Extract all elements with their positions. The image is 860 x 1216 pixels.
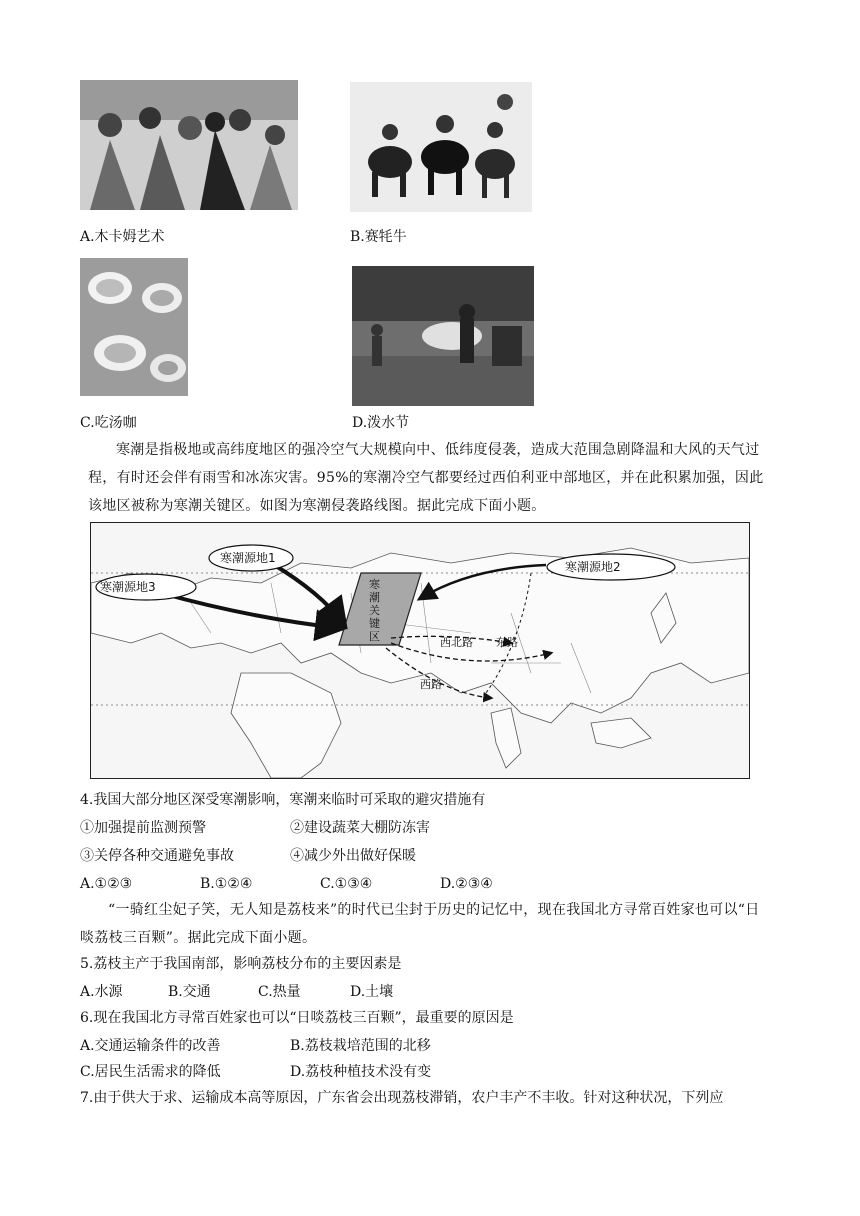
photo-yak-racing bbox=[350, 82, 532, 212]
q4-item4: ④减少外出做好保暖 bbox=[290, 848, 416, 864]
caption-b: B.赛牦牛 bbox=[350, 229, 407, 245]
photo-soup-cuisine bbox=[80, 258, 188, 396]
q6-option-c[interactable]: C.居民生活需求的降低 bbox=[80, 1064, 221, 1080]
q6-option-a[interactable]: A.交通运输条件的改善 bbox=[80, 1038, 221, 1054]
q5-option-d[interactable]: D.土壤 bbox=[350, 984, 394, 1000]
cold-wave-route-map bbox=[90, 522, 750, 779]
map-label-source2: 寒潮源地2 bbox=[565, 560, 621, 574]
q5-option-b[interactable]: B.交通 bbox=[168, 984, 211, 1000]
q4-option-d[interactable]: D.②③④ bbox=[440, 876, 493, 892]
q6-stem: 6.现在我国北方寻常百姓家也可以“日啖荔枝三百颗”，最重要的原因是 bbox=[80, 1010, 514, 1026]
q4-item3: ③关停各种交通避免事故 bbox=[80, 848, 234, 864]
map-label-northwest-route: 西北路 bbox=[440, 636, 473, 649]
q4-option-a[interactable]: A.①②③ bbox=[80, 876, 133, 892]
map-label-key-region: 寒潮关键区 bbox=[369, 578, 380, 643]
cold-wave-intro: 寒潮是指极地或高纬度地区的强冷空气大规模向中、低纬度侵袭，造成大范围急剧降温和大风的天气过程，有时还会伴有雨雪和冰冻灾害。95%的寒潮冷空气都要经过西伯利亚中部地区，并在此积累加强，因此该地区被称为寒潮关键区。如图为寒潮侵袭路线图。据此完成下面小题。 bbox=[88, 442, 764, 514]
caption-a: A.木卡姆艺术 bbox=[80, 229, 165, 245]
q4-option-b[interactable]: B.①②④ bbox=[200, 876, 253, 892]
q5-option-c[interactable]: C.热量 bbox=[258, 984, 301, 1000]
map-label-east-route: 东路 bbox=[496, 636, 518, 649]
photo-water-festival bbox=[352, 266, 534, 406]
map-label-west-route: 西路 bbox=[420, 678, 442, 691]
q6-option-d[interactable]: D.荔枝种植技术没有变 bbox=[290, 1064, 432, 1080]
q7-stem: 7.由于供大于求、运输成本高等原因，广东省会出现荔枝滞销，农户丰产不丰收。针对这种状况，下列应 bbox=[80, 1090, 724, 1106]
q4-option-c[interactable]: C.①③④ bbox=[320, 876, 373, 892]
map-label-source3: 寒潮源地3 bbox=[100, 580, 156, 594]
caption-d: D.泼水节 bbox=[352, 415, 410, 431]
q5-option-a[interactable]: A.水源 bbox=[80, 984, 123, 1000]
photo-muqam-art bbox=[80, 80, 298, 210]
caption-c: C.吃汤咖 bbox=[80, 415, 137, 431]
q4-stem: 4.我国大部分地区深受寒潮影响，寒潮来临时可采取的避灾措施有 bbox=[80, 792, 486, 808]
map-label-source1: 寒潮源地1 bbox=[220, 551, 276, 565]
lychee-intro: “一骑红尘妃子笑，无人知是荔枝来”的时代已尘封于历史的记忆中，现在我国北方寻常百姓家也可以“日啖荔枝三百颗”。据此完成下面小题。 bbox=[80, 902, 760, 946]
q6-option-b[interactable]: B.荔枝栽培范围的北移 bbox=[290, 1038, 431, 1054]
q5-stem: 5.荔枝主产于我国南部，影响荔枝分布的主要因素是 bbox=[80, 956, 402, 972]
q4-item1: ①加强提前监测预警 bbox=[80, 820, 206, 836]
q4-item2: ②建设蔬菜大棚防冻害 bbox=[290, 820, 430, 836]
